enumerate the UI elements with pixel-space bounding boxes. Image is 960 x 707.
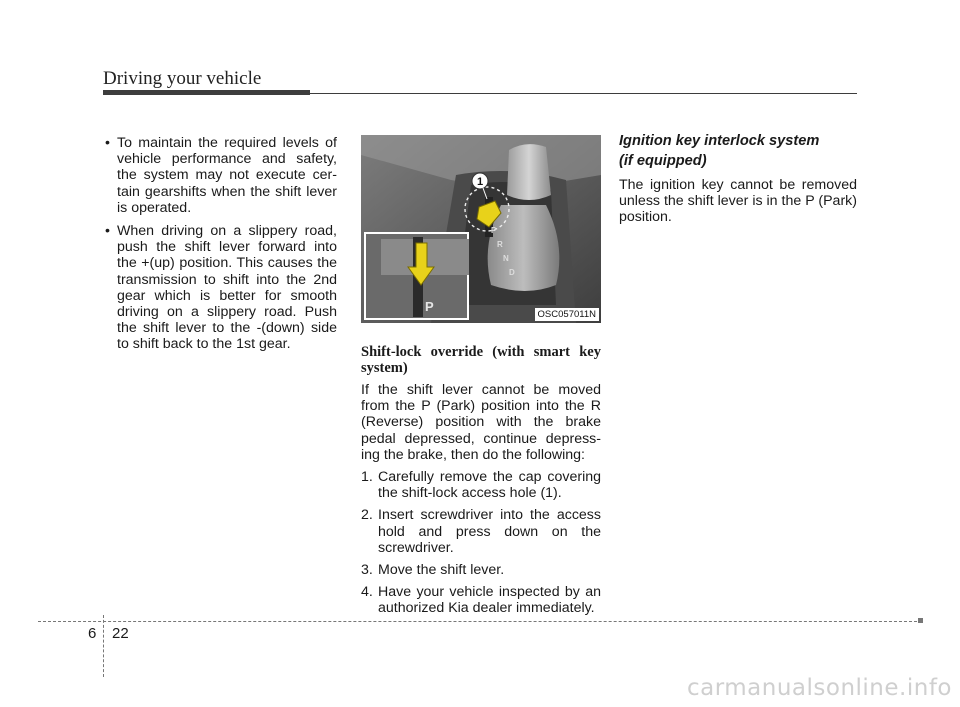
gear-letter: N: [503, 254, 509, 263]
shift-lever-illustration: [361, 135, 601, 323]
figure-caption: OSC057011N: [535, 308, 599, 321]
column-middle: [361, 344, 601, 623]
section-heading: Shift-lock override (with smart key system): [361, 344, 601, 376]
chapter-number: 6: [88, 625, 97, 642]
gear-letter: R: [497, 240, 503, 249]
header-rule-thick: [103, 90, 310, 95]
step-number: 2.: [361, 507, 373, 524]
step-item: [361, 562, 601, 578]
page-number: 22: [112, 625, 129, 642]
header-rule-thin: [310, 93, 857, 94]
body-paragraph: The ignition key cannot be removed unless the shift lever is in the P (Park) position.: [619, 177, 857, 226]
callout-number: 1: [476, 176, 484, 188]
step-text: Have your vehicle inspected by an authorized Kia dealer immediately.: [378, 584, 601, 617]
gear-letter: P: [491, 226, 497, 235]
step-number: 1.: [361, 469, 373, 486]
step-number: 4.: [361, 584, 373, 601]
bullet-item: • To maintain the required levels of vehicle performance and safety, the system may not execute cer-tain gearshifts when the shift lever is operated.: [103, 135, 337, 216]
footer-rule-end: [918, 618, 923, 623]
watermark: carmanualsonline.info: [686, 675, 952, 701]
step-item: [361, 469, 601, 501]
step-item: [361, 507, 601, 556]
page-header-title: Driving your vehicle: [103, 68, 262, 89]
intro-paragraph: If the shift lever cannot be moved from the P (Park) position into the R (Reverse) position with the brake pedal depressed, continue depress-ing the brake, then do the following:: [361, 382, 601, 463]
column-right: [619, 131, 857, 232]
footer-divider: [103, 615, 104, 677]
step-item: [361, 584, 601, 616]
step-number: 3.: [361, 562, 373, 579]
section-heading: Ignition key interlock system: [619, 133, 820, 149]
shift-lever-figure: [361, 135, 601, 323]
column-left: [103, 135, 337, 360]
bullet-item: • When driving on a slippery road, push the shift lever forward into the +(up) position. This causes the transmission to shift into the 2nd gear which is better for smooth driving on a slippery road. Push the shift lever to the -(down) side to shift back to the 1st gear.: [103, 223, 337, 353]
gear-letter: D: [509, 268, 515, 277]
step-text: Move the shift lever.: [378, 562, 505, 579]
footer-rule: [38, 621, 922, 622]
step-text: Carefully remove the cap covering the shift-lock access hole (1).: [378, 469, 601, 502]
inset-gear-letter: P: [425, 299, 434, 314]
step-text: Insert screwdriver into the access hold and press down on the screwdriver.: [378, 507, 601, 556]
section-subheading: (if equipped): [619, 153, 707, 169]
